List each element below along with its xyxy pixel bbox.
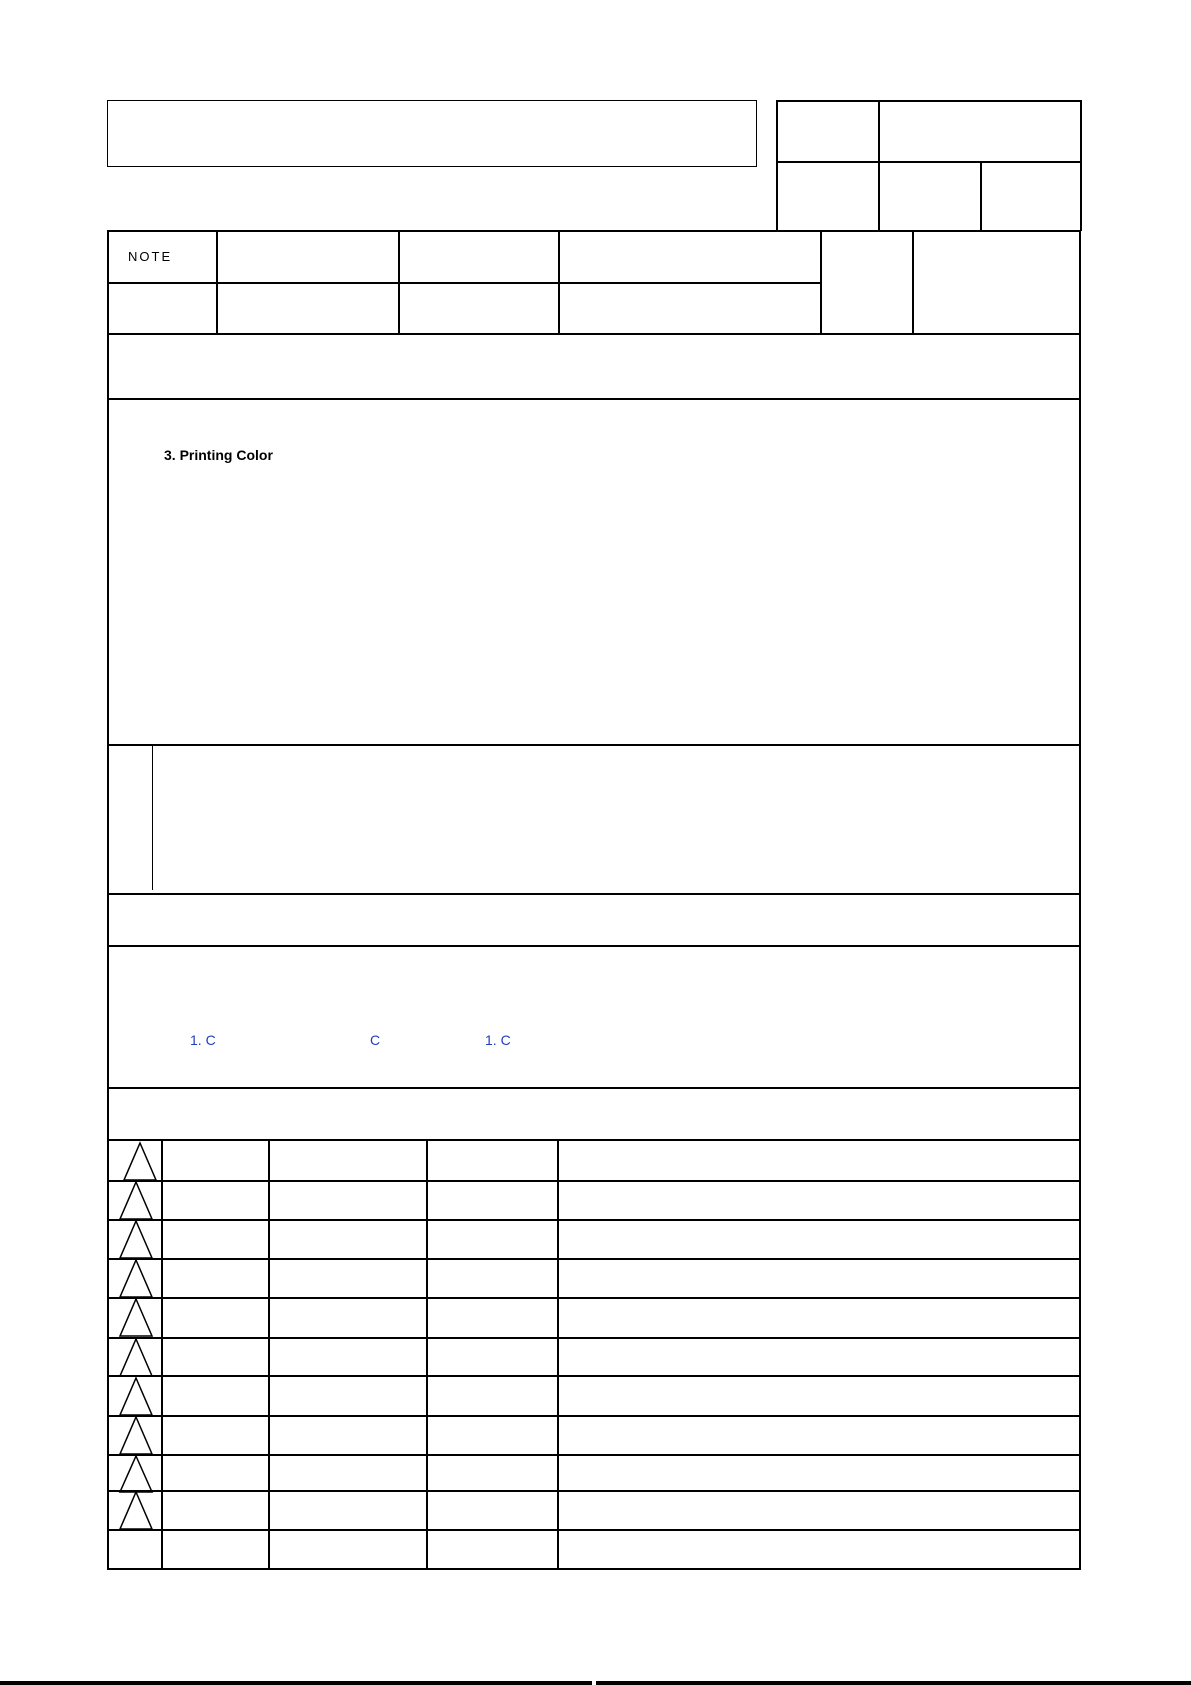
table-row	[107, 1490, 1081, 1492]
table-row	[107, 1297, 1081, 1299]
revision-triangle-icon	[116, 1219, 156, 1259]
document-title-box	[107, 100, 757, 167]
table-row	[107, 1454, 1081, 1456]
revision-triangle-icon	[120, 1141, 160, 1181]
header-info-label: NOTE	[128, 249, 173, 264]
table-row	[107, 1180, 1081, 1182]
table-row	[107, 1219, 1081, 1221]
revision-triangle-icon	[116, 1490, 156, 1530]
printing-color-heading: 3. Printing Color	[164, 447, 273, 463]
page-bottom-gap	[592, 1681, 596, 1685]
table-row	[107, 1337, 1081, 1339]
revision-triangle-icon	[116, 1337, 156, 1377]
revision-triangle-icon	[116, 1297, 156, 1337]
table-row	[107, 1415, 1081, 1417]
revision-triangle-icon	[116, 1258, 156, 1298]
revision-triangle-icon	[116, 1415, 156, 1455]
table-row	[107, 1529, 1081, 1531]
link-fragment-1[interactable]: 1. C	[190, 1032, 216, 1048]
revision-triangle-icon	[116, 1376, 156, 1416]
revision-triangle-icon	[116, 1454, 156, 1494]
revision-triangle-icon	[116, 1180, 156, 1220]
link-fragment-3[interactable]: 1. C	[485, 1032, 511, 1048]
link-fragment-2[interactable]: C	[370, 1032, 381, 1048]
table-row	[107, 1258, 1081, 1260]
table-row	[107, 1375, 1081, 1377]
table-bottom	[107, 1568, 1081, 1570]
